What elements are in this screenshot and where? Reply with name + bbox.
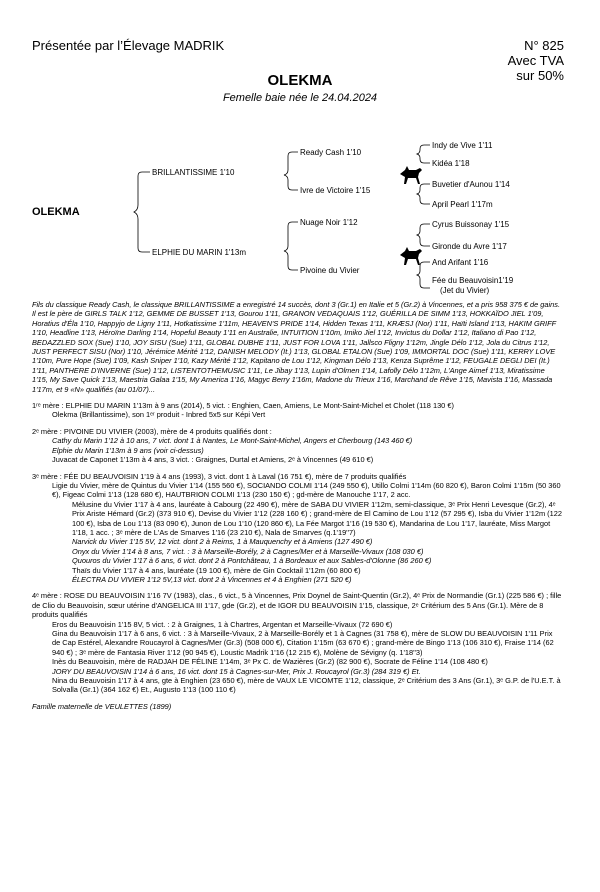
sire-paragraph: Fils du classique Ready Cash, le classique BRILLANTISSIME a enregistré 14 succès, dont 3 (Gr.1) en Italie et 5 (Gr.2) à Vincennes, et a pris 958 375 € de gains. Il est le père de GIRLS TALK 1'12, GEMME DE BUSSET 1'13, Gourou 1'11, GRANON VEDAQUAIS 1'12, GUÉRILLA DE SIMM 1'13, HOKKAÏDO JIEL 1'09, Horatius d'Éla 1'10, Happyjo de Ligny 1'11, Hotkatissime 1'11m, HEAVEN'S PRIDE 1'14, Hidden Texas 1'11, KRÆSJ (Nor) 1'11, Haïti Island 1'13, HAKIM GRIFF 1'10, Headline 1'13, Héroïne Darling 1'14, Hopeful Beauty 1'11 en Australie, INTUITION 1'10m, Imiko Jiel 1'12, Invictus du Dollar 1'12, Italiano di Pao 1'12, BEDAZZLED SOX (Sue) 1'10, JOY SISU (Sue) 1'11, GLOBAL DUBHE 1'11, JUST FOR LOVA 1'11, Jallsco Fligny 1'12m, Jingle Délo 1'12, Jola du Citrus 1'12, JUST PERFECT SISU (Nor) 1'10, Jérémice Mérité 1'12, DANISH MELODY (It.) 1'13, GLOBAL ETALON (Sue) 1'09, IMMORTAL DOC (Sue) 1'11, KERRY LOVE 1'10m, Pure Hope (Sue) 1'09, Kash Sniper 1'10, Kazy Mérité 1'12, Kapitano de Lou 1'12, Kingman Délo 1'13, Kenza Suprême 1'12, FEUGALE DEGLI DEI (It.) 1'11, PANTHERE D'INVERNE (Sue) 1'12, LISTENTOTHEMUSIC 1'11, Le Jibay 1'13, Lupin d'Olmen 1'14, Lafolly Délo 1'12m, L'Ange Aimef 1'13, Miratissime 1'15, My Save Quick 1'13, Maestria Galaa 1'15, My America 1'16, Magyc Berry 1'16m, Madone du Trieux 1'16, Marchand de Rêve 1'15, Mavista 1'16, Massada 1'17m, et 9 «N» qualifiés (au 01/07)... [32,300,561,394]
fourth-dam-line: 4ᵉ mère : ROSE DU BEAUVOISIN 1'16 7V (1983), clas., 6 vict., 5 à Vincennes, Prix Doynel de Saint-Quentin (Gr.2), 4ᵉ Prix de Normandie (Gr.1) (225 586 €) ; fille de Clio du Beauvoisin, sœur utérine d'ANGELICA III 1'17, gde (Gr.2), et de IGOR DU BEAUVOISIN 1'15, classique, 2ᵉ Critérium des 5 Ans (Gr.1). Mère de 8 produits qualifiés [32,591,562,620]
list-item: Inès du Beauvoisin, mère de RADJAH DE FÉLINE 1'14m, 3ᵉ Px C. de Wazières (Gr.2) (82 900 €), Socrate de Féline 1'14 (108 480 €) [52,657,488,667]
pedigree-gg-2: Kidéa 1'18 [432,159,470,168]
pedigree-gg-8: Fée du Beauvoisin1'19 [432,276,514,285]
pedigree-gg-4: April Pearl 1'17m [432,200,493,209]
pedigree-gg-1: Indy de Vive 1'11 [432,141,493,150]
pedigree-gg-3: Buvetier d'Aunou 1'14 [432,180,510,189]
list-item: Quouros du Vivier 1'17 à 6 ans, 6 vict. dont 2 à Pontchâteau, 1 à Bordeaux et aux Sables-d'Olonne (86 260 €) [72,556,432,566]
pedigree-dam: ELPHIE DU MARIN 1'13m [152,248,246,257]
list-item: Elphie du Marin 1'13m à 9 ans (voir ci-dessus) [52,445,204,455]
list-item: JORY DU BEAUVOISIN 1'14 à 6 ans, 16 vict. dont 15 à Cagnes-sur-Mer, Prix J. Roucayrol (Gr.3) (284 319 €) Et. [52,666,421,676]
horse-description: Femelle baie née le 24.04.2024 [222,92,378,104]
pedigree-gg-9: (Jet du Vivier) [440,286,490,295]
second-dam-line: 2ᵉ mère : PIVOINE DU VIVIER (2003), mère de 4 produits qualifiés dont : [32,426,272,436]
pedigree-dam-dam: Pivoine du Vivier [300,266,360,275]
list-item: Gina du Beauvoisin 1'17 à 6 ans, 6 vict. : 3 à Marseille-Vivaux, 2 à Marseille-Borély et 1 à Cagnes (31 758 €), mère de SLOW DU BEAUVOISIN 1'11 Prix de Cap Estérel, Alexandre Roucayrol à Cagnes/Mer (Gr.3) (508 000 €), Citation 1'15m (63 670 €) ; grand-mère de Bingo 1'13 (106 310 €), Fraise 1'14 (62 940 €) ; 3ᵉ mère de Fantasia River 1'12 (90 945 €), Loustic Madrik 1'16 (12 215 €), Molène de Sévigny (q. 1'18''3) [52,629,554,657]
list-item: Mélusine du Vivier 1'17 à 4 ans, lauréate à Cabourg (22 490 €), mère de SABA DU VIVIER 1'12m, semi-classique, 3ᵉ Prix Henri Levesque (Gr.2), 4ᵉ Prix Ariste Hémard (Gr.2) (373 910 €), Devise du Vivier 1'12 (228 160 €) ; grand-mère de El Camino de Lou 1'12 (57 295 €), Isba du Vivier 1'12m (122 100 €), Isba de Lou 1'13 (83 090 €), Junon de Lou 1'10 (120 860 €), La Fée Margot 1'16 (19 530 €), Mandarina de Lou 1'17, lauréate, Miss Margot 1'18, 1 acc. ; 3ᵉ mère de L'As de Smarves 1'16 (23 210 €), Nala de Smarves (q.1'19''7) [72,499,562,537]
presenter: Présentée par l’Élevage MADRIK [32,38,225,53]
list-item: Onyx du Vivier 1'14 à 8 ans, 7 vict. : 3 à Marseille-Borély, 2 à Cagnes/Mer et à Marseille-Vivaux (108 030 €) [72,546,424,556]
pedigree-gg-7: And Arifant 1'16 [432,258,489,267]
first-dam-line: 1ʳᵉ mère : ELPHIE DU MARIN 1'13m à 9 ans (2014), 5 vict. : Enghien, Caen, Amiens, Le Mont-Saint-Michel et Cholet (118 130 €) [32,401,454,411]
list-item: Eros du Beauvoisin 1'15 8V, 5 vict. : 2 à Graignes, 1 à Chartres, Argentan et Marseille-Vivaux (72 690 €) [52,619,393,629]
pedigree-dam-sire: Nuage Noir 1'12 [300,218,358,227]
horse-silhouette-icon [398,245,424,267]
reserve-label: sur 50% [516,68,564,83]
horse-name: OLEKMA [267,72,333,89]
pedigree-gg-5: Cyrus Buissonay 1'15 [432,220,510,229]
lot-number: N° 825 [524,38,564,53]
list-item: Thaïs du Vivier 1'17 à 4 ans, lauréate (19 100 €), mère de Gin Cocktail 1'12m (60 800 €) [72,565,361,575]
pedigree-sire-sire: Ready Cash 1'10 [300,148,362,157]
list-item: Cathy du Marin 1'12 à 10 ans, 7 vict. dont 1 à Nantes, Le Mont-Saint-Michel, Angers et Cherbourg (143 460 €) [52,436,413,446]
pedigree-gg-6: Gironde du Avre 1'17 [432,242,507,251]
list-item: Nina du Beauvoisin 1'17 à 4 ans, gte à Enghien (23 650 €), mère de VAUX LE VICOMTE 1'12, classique, 2ᵉ Critérium des 3 Ans (Gr.1), 3ᵉ G.P. de l'U.E.T. à Solvalla (Gr.1) (364 162 €) Et., Augusto 1'13 (100 110 €) [52,676,561,695]
pedigree-sire: BRILLANTISSIME 1'10 [152,168,235,177]
pedigree-subject: OLEKMA [32,206,80,218]
vat-label: Avec TVA [507,53,564,68]
maternal-family: Famille maternelle de VEULETTES (1899) [32,701,172,711]
list-item: ÉLECTRA DU VIVIER 1'12 5V,13 vict. dont 2 à Vincennes et 4 à Enghien (271 520 €) [72,574,352,584]
horse-silhouette-icon [398,164,424,186]
third-dam-line: 3ᵉ mère : FÉE DU BEAUVOISIN 1'19 à 4 ans (1993), 3 vict. dont 1 à Laval (16 751 €), mère de 7 produits qualifiés [32,471,407,481]
list-item: Juvacat de Caponet 1'13m à 4 ans, 3 vict. : Graignes, Durtal et Amiens, 2ᵉ à Vincennes (49 610 €) [52,455,374,465]
pedigree-sire-dam: Ivre de Victoire 1'15 [300,186,371,195]
list-item: Narvick du Vivier 1'15 5V, 12 vict. dont 2 à Reims, 1 à Mauquenchy et à Amiens (127 490 €) [72,537,373,547]
catalogue-body [32,300,562,711]
first-dam-produce: Olekma (Brillantissime), son 1ᵉʳ produit - Inbred 5x5 sur Képi Vert [52,410,266,420]
list-item: Ligie du Vivier, mère de Quintus du Vivier 1'14 (155 560 €), SOCIANDO COLMI 1'14 (249 550 €), Utillo Colmi 1'14m (60 820 €), Baron Colmi 1'15m (50 360 €), Figeac Colmi 1'13 (128 680 €), HAUTBRION COLMI 1'13 (230 150 €) ; gd-mère de Manouche 1'17, 2 acc. [52,480,561,500]
